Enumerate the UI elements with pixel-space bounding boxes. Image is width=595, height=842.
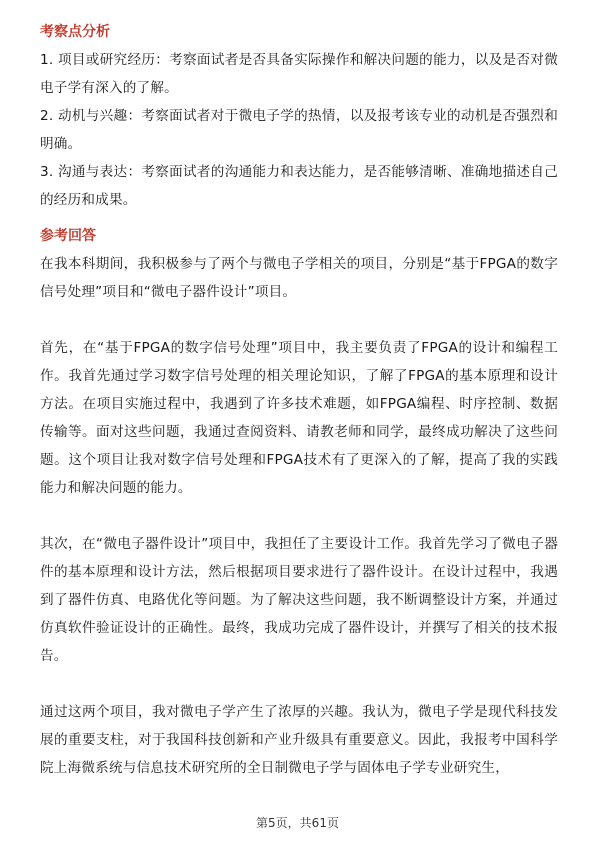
analysis-item-1: 1. 项目或研究经历：考察面试者是否具备实际操作和解决问题的能力，以及是否对微电子学有深入的了解。 (40, 52, 558, 96)
reference-paragraph-4: 通过这两个项目，我对微电子学产生了浓厚的兴趣。我认为，微电子学是现代科技发展的重要支柱，对于我国科技创新和产业升级具有重要意义。因此，我报考中国科学院上海微系统与信息技术研究所的全日制微电子学与固体电子学专业研究生， (40, 704, 558, 776)
page-content (40, 18, 558, 782)
section-spacer (40, 214, 558, 222)
analysis-item-2: 2. 动机与兴趣：考察面试者对于微电子学的热情，以及报考该专业的动机是否强烈和明确。 (40, 108, 558, 152)
paragraph-spacer (40, 306, 558, 334)
reference-paragraph-1: 在我本科期间，我积极参与了两个与微电子学相关的项目，分别是“基于FPGA的数字信号处理”项目和“微电子器件设计”项目。 (40, 256, 558, 300)
paragraph-spacer (40, 502, 558, 530)
reference-paragraph-3: 其次，在“微电子器件设计”项目中，我担任了主要设计工作。我首先学习了微电子器件的基本原理和设计方法，然后根据项目要求进行了器件设计。在设计过程中，我遇到了器件仿真、电路优化等问题。为了解决这些问题，我不断调整设计方案，并通过仿真软件验证设计的正确性。最终，我成功完成了器件设计，并撰写了相关的技术报告。 (40, 536, 558, 664)
reference-paragraph-2: 首先，在“基于FPGA的数字信号处理”项目中，我主要负责了FPGA的设计和编程工作。我首先通过学习数字信号处理的相关理论知识，了解了FPGA的基本原理和设计方法。在项目实施过程中，我遇到了许多技术难题，如FPGA编程、时序控制、数据传输等。面对这些问题，我通过查阅资料、请教老师和同学，最终成功解决了这些问题。这个项目让我对数字信号处理和FPGA技术有了更深入的了解，提高了我的实践能力和解决问题的能力。 (40, 340, 558, 496)
reference-heading: 参考回答 (40, 228, 96, 244)
paragraph-spacer (40, 670, 558, 698)
analysis-heading: 考察点分析 (40, 24, 110, 40)
analysis-item-3: 3. 沟通与表达：考察面试者的沟通能力和表达能力，是否能够清晰、准确地描述自己的经历和成果。 (40, 164, 558, 208)
page-number: 第5页，共61页 (256, 816, 339, 830)
